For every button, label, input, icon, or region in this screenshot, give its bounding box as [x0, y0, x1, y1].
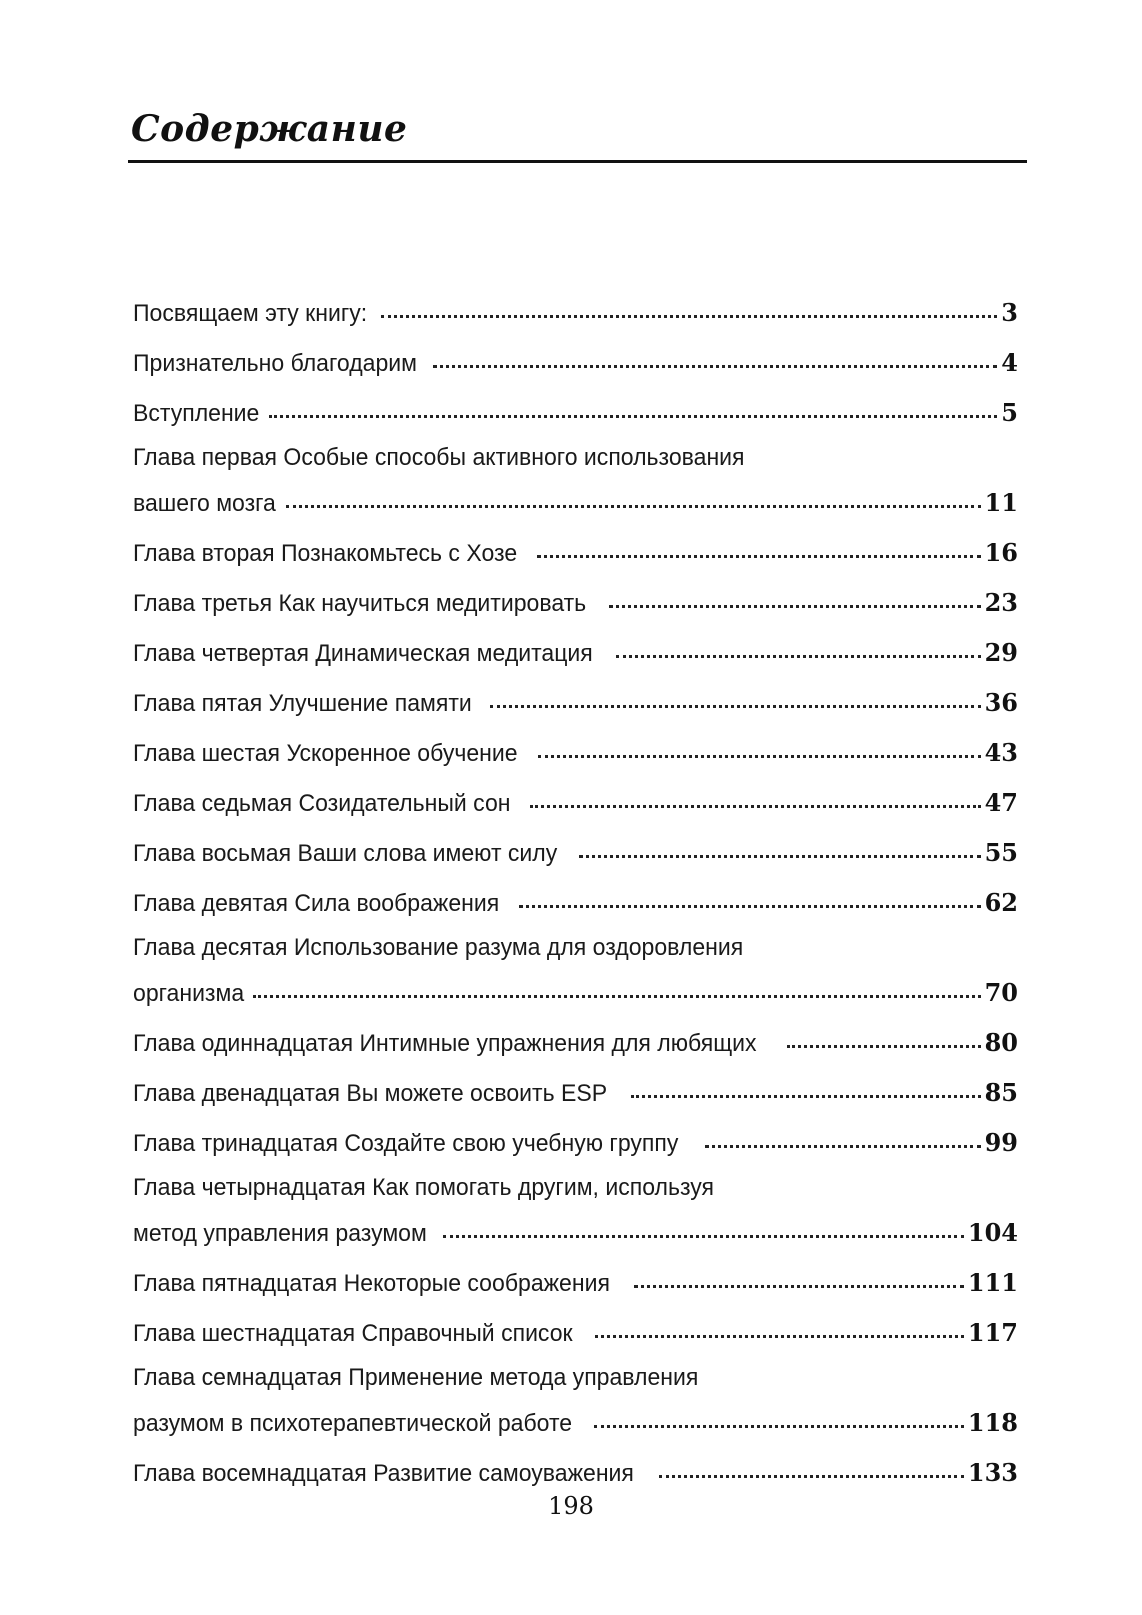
toc-page-number: 29: [984, 638, 1018, 667]
toc-entry[interactable]: [133, 578, 1018, 628]
dot-leader: [579, 854, 981, 858]
toc-page-number: 47: [984, 788, 1018, 817]
toc-entry[interactable]: [133, 1448, 1018, 1498]
dot-leader: [286, 504, 981, 508]
toc-page-number: 55: [984, 838, 1018, 867]
toc-page-number: 4: [1001, 348, 1018, 377]
toc-entry[interactable]: [133, 438, 1018, 528]
toc-entry[interactable]: [133, 1358, 1018, 1448]
toc-entry[interactable]: [133, 388, 1018, 438]
toc-page-number: 5: [1001, 398, 1018, 427]
toc-entry-title: Глава первая Особые способы активного использования: [133, 444, 745, 471]
toc-entry-title: Глава седьмая Созидательный сон: [133, 790, 511, 817]
toc-entry-title: Глава вторая Познакомьтесь с Хозе: [133, 540, 518, 567]
toc-entry-title: организма: [133, 980, 245, 1007]
page-number: 198: [548, 1492, 594, 1520]
toc-page-number: 111: [967, 1268, 1018, 1297]
toc-entry-title: Глава двенадцатая Вы можете освоить ESP: [133, 1080, 608, 1107]
dot-leader: [787, 1044, 981, 1048]
toc-page-number: 70: [984, 978, 1018, 1007]
toc-entry[interactable]: [133, 338, 1018, 388]
dot-leader: [530, 804, 980, 808]
dot-leader: [433, 364, 997, 368]
toc-entry[interactable]: [133, 778, 1018, 828]
dot-leader: [537, 554, 980, 558]
toc-entry-title: Глава четырнадцатая Как помогать другим, используя: [133, 1174, 715, 1201]
toc-page-number: 133: [967, 1458, 1018, 1487]
toc-entry[interactable]: [133, 288, 1018, 338]
dot-leader: [381, 314, 997, 318]
toc-entry-title: Глава пятая Улучшение памяти: [133, 690, 472, 717]
toc-entry-title: Вступление: [133, 400, 260, 427]
toc-entry-title: Глава восемнадцатая Развитие самоуважения: [133, 1460, 634, 1487]
toc-entry-title: Глава девятая Сила воображения: [133, 890, 500, 917]
toc-entry[interactable]: [133, 928, 1018, 1018]
toc-entry[interactable]: [133, 628, 1018, 678]
toc-entry-title: Глава семнадцатая Применение метода управления: [133, 1364, 699, 1391]
toc-entry-title: Глава восьмая Ваши слова имеют силу: [133, 840, 558, 867]
dot-leader: [634, 1284, 964, 1288]
toc-entry-title: Глава десятая Использование разума для оздоровления: [133, 934, 744, 961]
toc-entry[interactable]: [133, 1118, 1018, 1168]
toc-page-number: 104: [967, 1218, 1018, 1247]
toc-entry[interactable]: [133, 1258, 1018, 1308]
toc-page-number: 43: [984, 738, 1018, 767]
table-of-contents: [133, 288, 1018, 1498]
toc-entry-title: Глава шестая Ускоренное обучение: [133, 740, 518, 767]
dot-leader: [595, 1334, 964, 1338]
toc-entry[interactable]: [133, 1018, 1018, 1068]
toc-entry-title: Глава шестнадцатая Справочный список: [133, 1320, 573, 1347]
dot-leader: [609, 604, 981, 608]
toc-page-number: 80: [984, 1028, 1018, 1057]
toc-page-number: 117: [967, 1318, 1018, 1347]
toc-entry[interactable]: [133, 1168, 1018, 1258]
toc-entry-title: вашего мозга: [133, 490, 276, 517]
toc-page-number: 3: [1001, 298, 1018, 327]
toc-entry-title: Признательно благодарим: [133, 350, 417, 377]
toc-entry-title: разумом в психотерапевтической работе: [133, 1410, 573, 1437]
toc-entry[interactable]: [133, 528, 1018, 578]
page-title: Содержание: [131, 108, 408, 150]
toc-entry-title: Посвящаем эту книгу:: [133, 300, 368, 327]
dot-leader: [616, 654, 981, 658]
toc-entry[interactable]: [133, 728, 1018, 778]
toc-page-number: 118: [967, 1408, 1018, 1437]
toc-page-number: 23: [984, 588, 1018, 617]
toc-page-number: 16: [984, 538, 1018, 567]
toc-entry[interactable]: [133, 828, 1018, 878]
toc-entry[interactable]: [133, 678, 1018, 728]
toc-page-number: 99: [984, 1128, 1018, 1157]
dot-leader: [490, 704, 981, 708]
dot-leader: [594, 1424, 964, 1428]
dot-leader: [253, 994, 981, 998]
toc-entry-title: Глава четвертая Динамическая медитация: [133, 640, 593, 667]
toc-entry-title: метод управления разумом: [133, 1220, 427, 1247]
toc-entry-title: Глава одиннадцатая Интимные упражнения для любящих: [133, 1030, 757, 1057]
toc-entry-title: Глава тринадцатая Создайте свою учебную группу: [133, 1130, 679, 1157]
dot-leader: [269, 414, 998, 418]
dot-leader: [659, 1474, 964, 1478]
toc-entry[interactable]: [133, 878, 1018, 928]
toc-page-number: 11: [984, 488, 1018, 517]
dot-leader: [538, 754, 981, 758]
dot-leader: [631, 1094, 981, 1098]
dot-leader: [519, 904, 981, 908]
toc-entry-title: Глава пятнадцатая Некоторые соображения: [133, 1270, 610, 1297]
title-underline: [128, 160, 1027, 163]
dot-leader: [443, 1234, 964, 1238]
toc-entry[interactable]: [133, 1308, 1018, 1358]
dot-leader: [705, 1144, 980, 1148]
toc-entry[interactable]: [133, 1068, 1018, 1118]
toc-page-number: 62: [984, 888, 1018, 917]
toc-page-number: 85: [984, 1078, 1018, 1107]
toc-page-number: 36: [984, 688, 1018, 717]
toc-entry-title: Глава третья Как научиться медитировать: [133, 590, 587, 617]
